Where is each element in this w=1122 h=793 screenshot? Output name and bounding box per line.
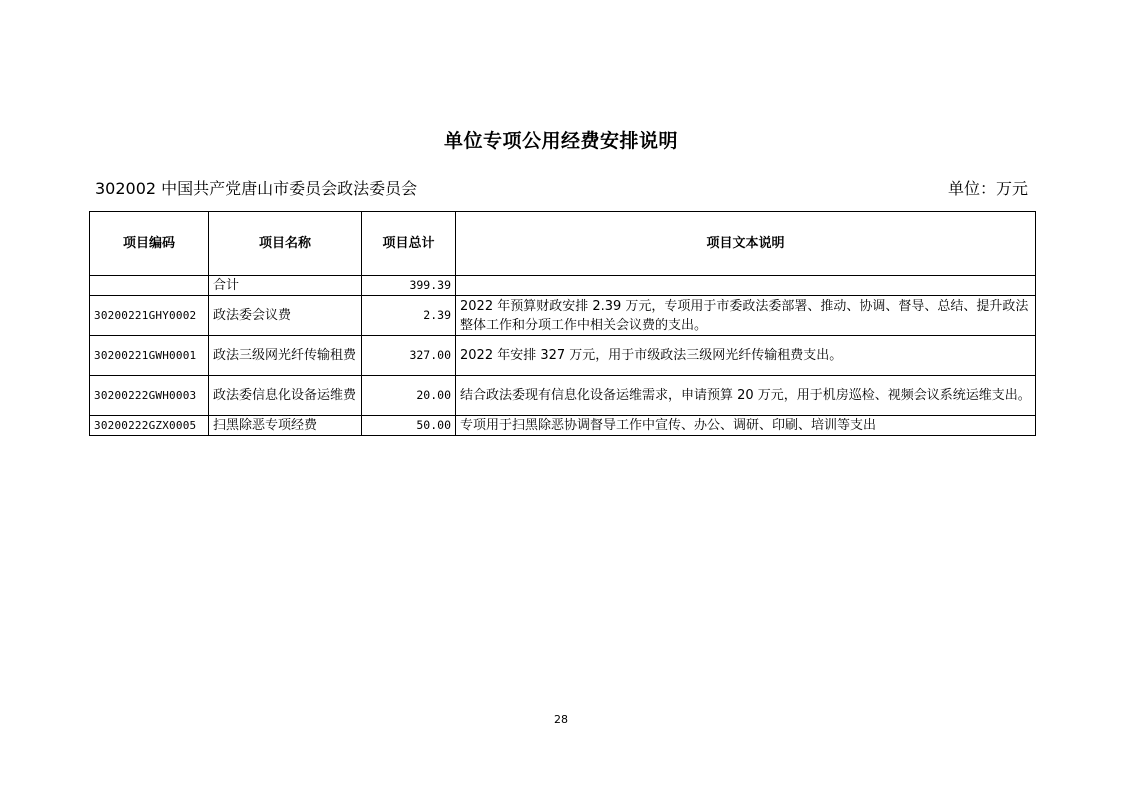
cell-name: 合计 — [209, 276, 362, 296]
cell-description — [456, 276, 1036, 296]
cell-code: 30200222GWH0003 — [90, 376, 209, 416]
page-number: 28 — [554, 713, 568, 726]
total-row — [90, 276, 1036, 296]
cell-description: 2022 年预算财政安排 2.39 万元，专项用于市委政法委部署、推动、协调、督导、总结、提升政法整体工作和分项工作中相关会议费的支出。 — [456, 296, 1036, 336]
header-name: 项目名称 — [209, 212, 362, 276]
document-title: 单位专项公用经费安排说明 — [443, 130, 678, 152]
budget-table — [89, 211, 1036, 436]
table-row — [90, 416, 1036, 436]
cell-amount: 20.00 — [362, 376, 456, 416]
header-code: 项目编码 — [90, 212, 209, 276]
table-row — [90, 376, 1036, 416]
cell-description: 专项用于扫黑除恶协调督导工作中宣传、办公、调研、印刷、培训等支出 — [456, 416, 1036, 436]
table-header-row — [90, 212, 1036, 276]
cell-name: 政法委信息化设备运维费 — [209, 376, 362, 416]
cell-description: 结合政法委现有信息化设备运维需求，申请预算 20 万元，用于机房巡检、视频会议系统运维支出。 — [456, 376, 1036, 416]
cell-code: 30200221GWH0001 — [90, 336, 209, 376]
header-description: 项目文本说明 — [456, 212, 1036, 276]
cell-name: 政法委会议费 — [209, 296, 362, 336]
cell-amount: 327.00 — [362, 336, 456, 376]
cell-code: 30200222GZX0005 — [90, 416, 209, 436]
cell-description: 2022 年安排 327 万元，用于市级政法三级网光纤传输租费支出。 — [456, 336, 1036, 376]
header-amount: 项目总计 — [362, 212, 456, 276]
subtitle-row — [95, 176, 1028, 198]
table-row — [90, 336, 1036, 376]
cell-amount: 50.00 — [362, 416, 456, 436]
organization-name: 302002 中国共产党唐山市委员会政法委员会 — [95, 179, 418, 198]
cell-name: 扫黑除恶专项经费 — [209, 416, 362, 436]
cell-name: 政法三级网光纤传输租费 — [209, 336, 362, 376]
cell-amount: 399.39 — [362, 276, 456, 296]
cell-amount: 2.39 — [362, 296, 456, 336]
unit-label: 单位：万元 — [947, 179, 1028, 198]
cell-code: 30200221GHY0002 — [90, 296, 209, 336]
table-row — [90, 296, 1036, 336]
cell-code — [90, 276, 209, 296]
